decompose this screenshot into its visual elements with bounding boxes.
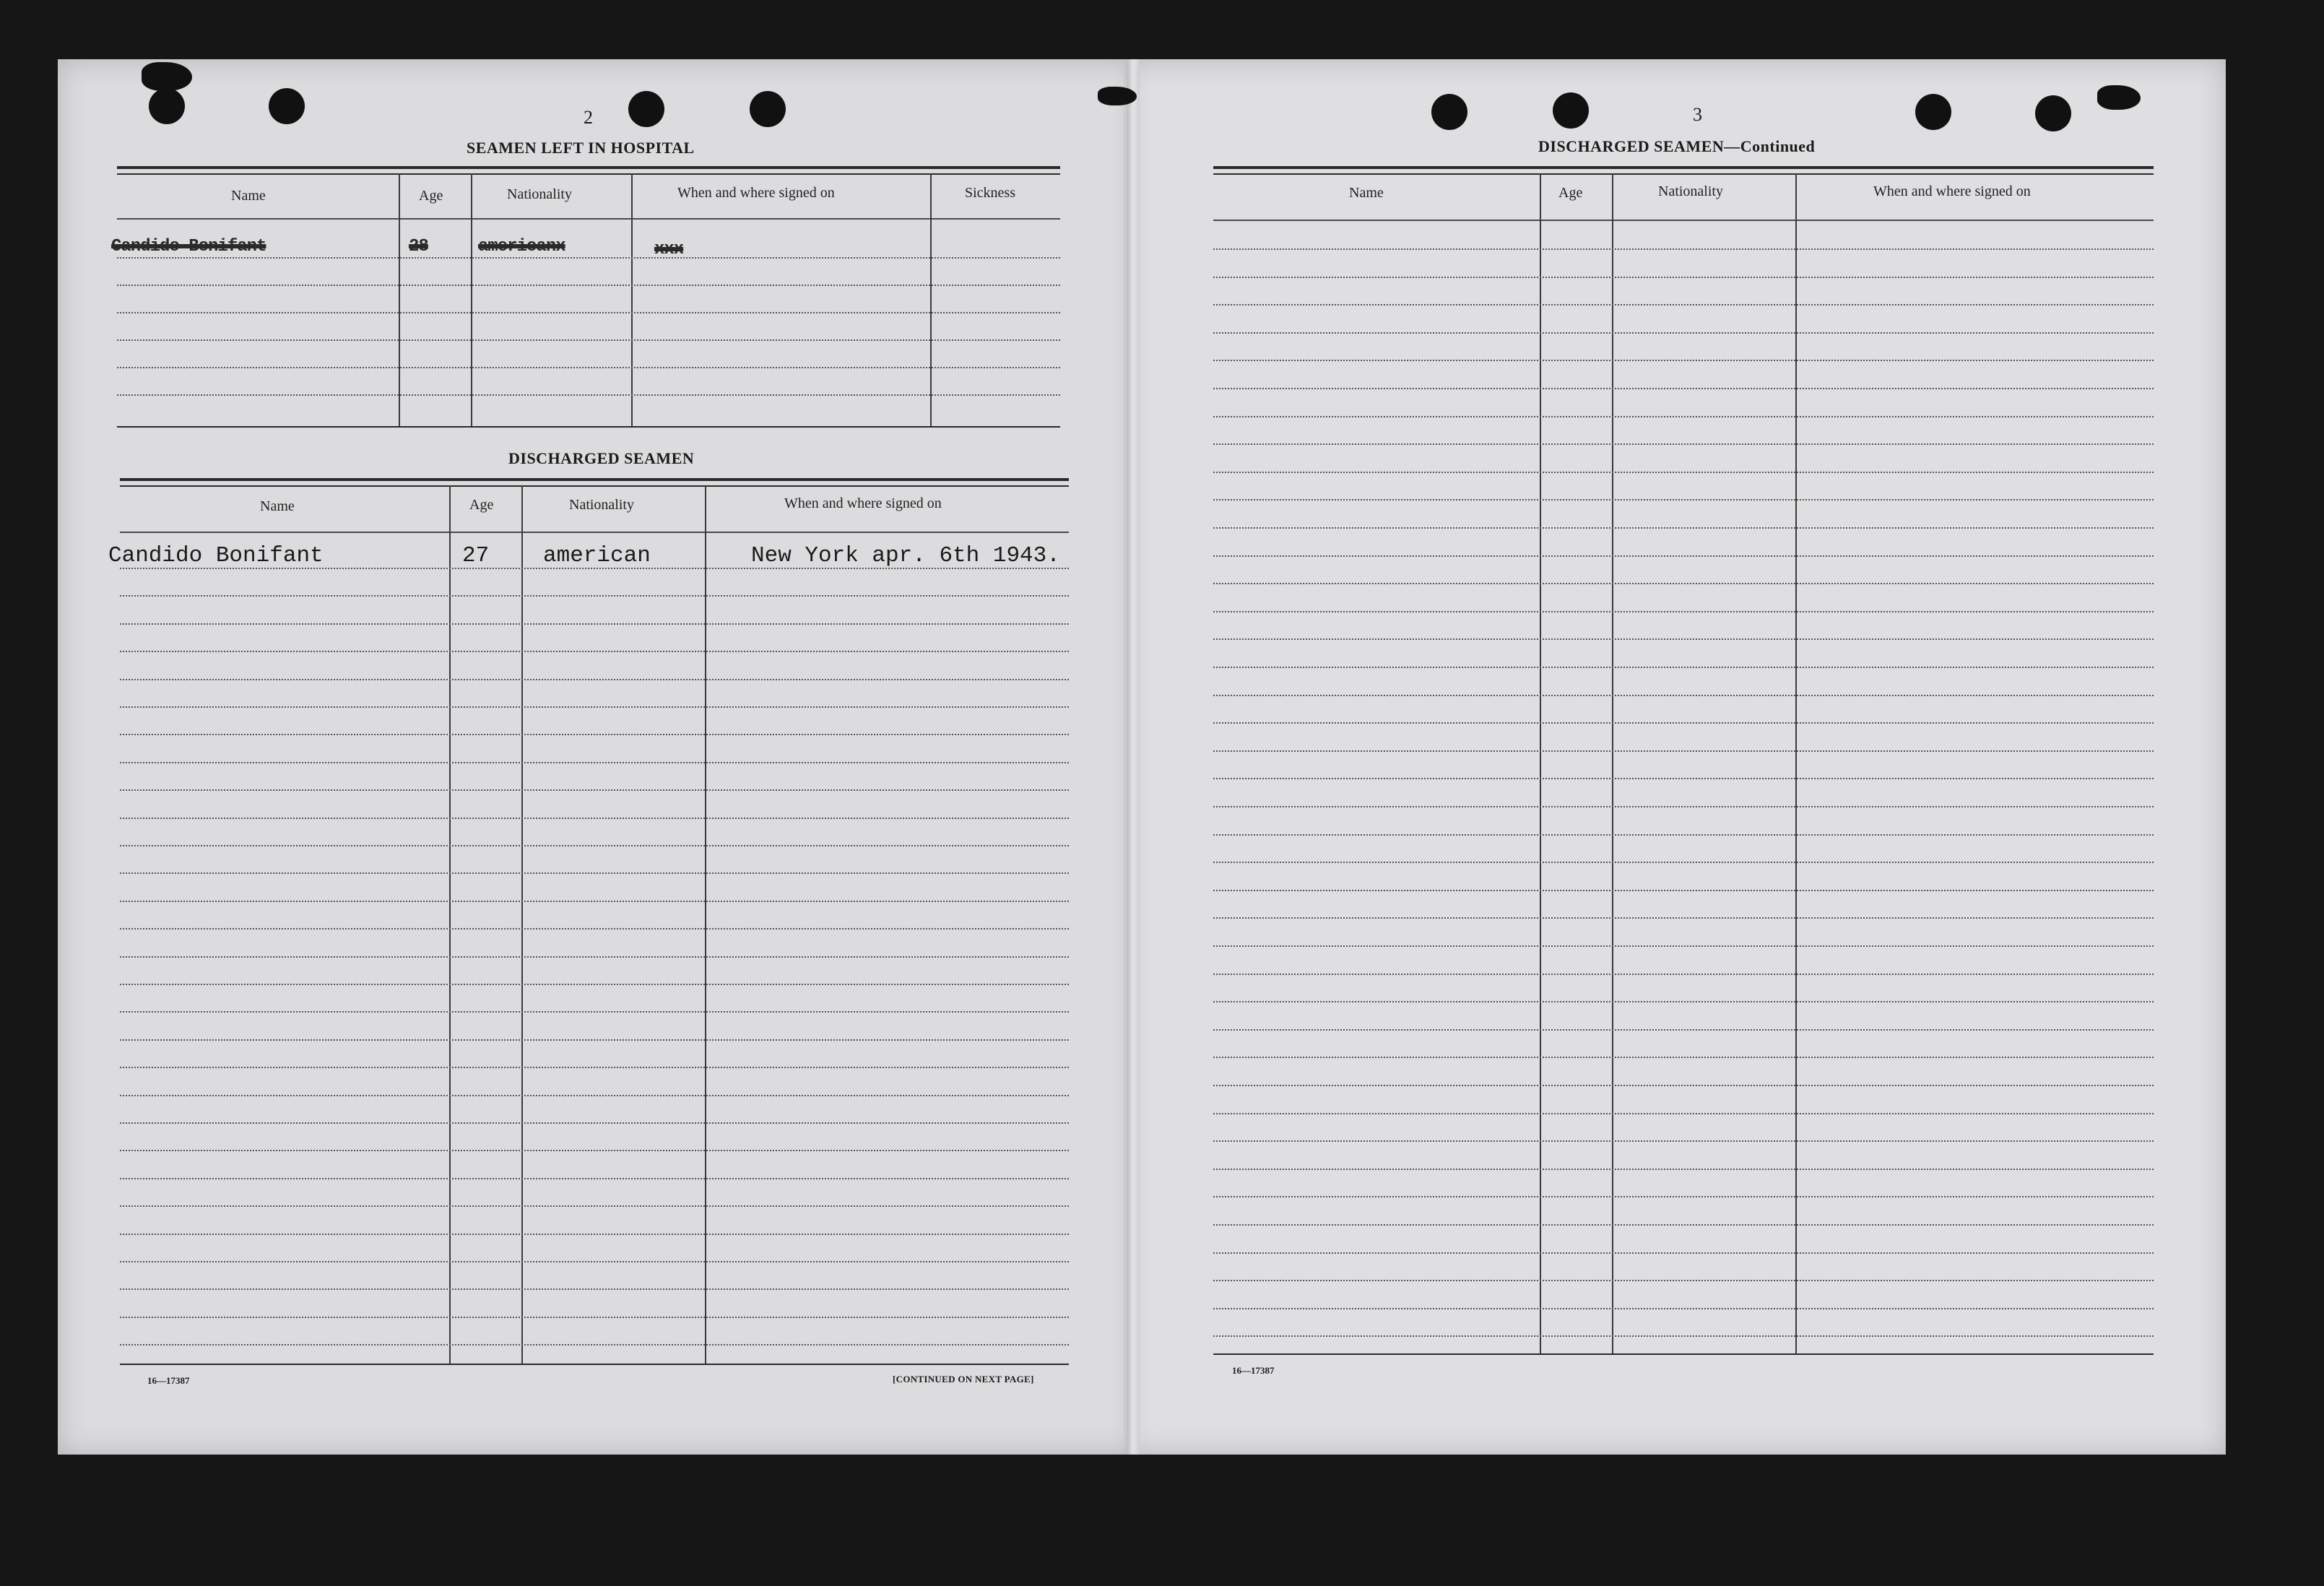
ruled-line [1213,862,2154,863]
ruled-line [120,1317,1069,1318]
ruled-line [120,845,1069,846]
ruled-line [1213,443,2154,445]
discharged-nationality: american [543,543,651,568]
discharged-age: 27 [462,543,490,568]
ruled-line [120,679,1069,680]
struck-name: Candido Bonifant [111,237,266,256]
column-header-signed-on: When and where signed on [677,185,835,201]
ruled-line [1213,890,2154,891]
ruled-line [1213,499,2154,500]
header-underline [120,532,1069,533]
ruled-line [1213,388,2154,389]
column-divider [399,173,400,426]
ruled-line [120,818,1069,819]
ruled-line [1213,1029,2154,1031]
discharged-name: Candido Bonifant [108,543,324,568]
column-header-signed-on: When and where signed on [784,495,942,511]
table-rule [1213,166,2154,169]
ruled-line [120,1205,1069,1207]
ruled-line [1213,1057,2154,1058]
ruled-line [120,1261,1069,1262]
ruled-line [120,789,1069,791]
column-header-age: Age [1558,185,1583,201]
table-rule [1213,173,2154,175]
punch-hole [2035,95,2071,131]
column-header-name: Name [1349,185,1384,201]
ruled-line [1213,1140,2154,1142]
ruled-line [117,285,1060,286]
column-divider [1795,173,1797,1355]
torn-corner [142,62,192,91]
ruled-line [120,1122,1069,1124]
ruled-line [1213,277,2154,278]
ruled-line [1213,1085,2154,1086]
ruled-line [117,312,1060,313]
left-page [58,59,1137,1455]
section-title-discharged: DISCHARGED SEAMEN [508,449,695,467]
table-rule [120,1364,1069,1365]
table-rule [120,485,1069,487]
table-rule [117,173,1060,175]
ruled-line [1213,1252,2154,1254]
page-number: 3 [1693,104,1702,125]
ruled-line [1213,611,2154,612]
ruled-line [120,762,1069,763]
ruled-line [120,623,1069,625]
column-divider [930,173,932,426]
ruled-line [1213,834,2154,836]
ruled-line [1213,667,2154,668]
ruled-line [1213,472,2154,473]
ruled-line [1213,1280,2154,1281]
punch-hole [1553,92,1589,129]
ruled-line [120,928,1069,930]
ruled-line [1213,778,2154,779]
ruled-line [117,257,1060,259]
ruled-line [120,984,1069,985]
ruled-line [120,1288,1069,1290]
ruled-line [1213,248,2154,250]
ruled-line [1213,945,2154,947]
ruled-line [120,901,1069,902]
form-number: 16—17387 [147,1375,190,1386]
ruled-line [120,1344,1069,1346]
ruled-line [1213,1308,2154,1309]
ruled-line [120,568,1069,569]
ruled-line [120,872,1069,874]
right-page [1124,59,2226,1455]
ruled-line [120,1178,1069,1179]
ruled-line [1213,806,2154,807]
struck-signed-on: xxx [654,240,684,259]
ruled-line [1213,695,2154,696]
table-rule [120,478,1069,481]
table-rule [117,426,1060,428]
ruled-line [1213,638,2154,640]
ruled-line [1213,1196,2154,1197]
punch-hole [628,91,664,127]
section-title-hospital: SEAMEN LEFT IN HOSPITAL [467,139,695,157]
header-underline [117,218,1060,220]
ruled-line [120,706,1069,708]
ruled-line [1213,1001,2154,1002]
ruled-line [1213,1113,2154,1114]
struck-age: 28 [409,237,428,256]
ruled-line [120,956,1069,958]
column-divider [631,173,633,426]
column-header-signed-on: When and where signed on [1873,183,2031,199]
table-rule [1213,1353,2154,1355]
column-header-nationality: Nationality [507,186,572,202]
punch-hole [149,88,185,124]
column-header-name: Name [260,498,295,514]
ruled-line [1213,360,2154,361]
section-title-discharged-continued: DISCHARGED SEAMEN—Continued [1538,137,1816,155]
ruled-line [1213,722,2154,724]
column-header-nationality: Nationality [1658,183,1723,199]
ruled-line [1213,555,2154,557]
page-fold [1127,59,1140,1455]
continued-note: [CONTINUED ON NEXT PAGE] [893,1374,1034,1384]
discharged-signed-on: New York apr. 6th 1943. [751,543,1060,568]
punch-hole [1915,94,1951,130]
ruled-line [117,394,1060,396]
ruled-line [1213,332,2154,334]
column-divider [471,173,472,426]
ruled-line [117,367,1060,368]
punch-hole [1431,94,1467,130]
column-header-sickness: Sickness [965,185,1015,201]
ruled-line [1213,917,2154,919]
ruled-line [1213,583,2154,584]
ruled-line [120,1095,1069,1096]
torn-corner [2097,85,2141,110]
ruled-line [117,339,1060,341]
ruled-line [1213,1335,2154,1337]
ruled-line [1213,1169,2154,1170]
column-header-name: Name [231,188,266,204]
page-number: 2 [584,107,593,128]
ruled-line [120,1234,1069,1235]
ruled-line [120,595,1069,597]
column-divider [1612,173,1613,1355]
ruled-line [1213,416,2154,417]
torn-corner [1098,87,1137,105]
ruled-line [120,734,1069,735]
punch-hole [750,91,786,127]
punch-hole [269,88,305,124]
ruled-line [1213,974,2154,975]
column-header-nationality: Nationality [569,497,634,513]
header-underline [1213,220,2154,221]
column-header-age: Age [419,188,443,204]
form-number: 16—17387 [1232,1365,1275,1376]
ruled-line [1213,527,2154,529]
ruled-line [120,1150,1069,1151]
table-rule [117,166,1060,169]
ruled-line [1213,750,2154,752]
ruled-line [1213,1224,2154,1226]
ruled-line [120,1011,1069,1013]
ruled-line [120,651,1069,652]
column-divider [1540,173,1541,1355]
ruled-line [1213,304,2154,306]
column-header-age: Age [469,497,494,513]
ruled-line [120,1067,1069,1068]
ruled-line [120,1039,1069,1041]
struck-nationality: americanx [478,237,565,256]
